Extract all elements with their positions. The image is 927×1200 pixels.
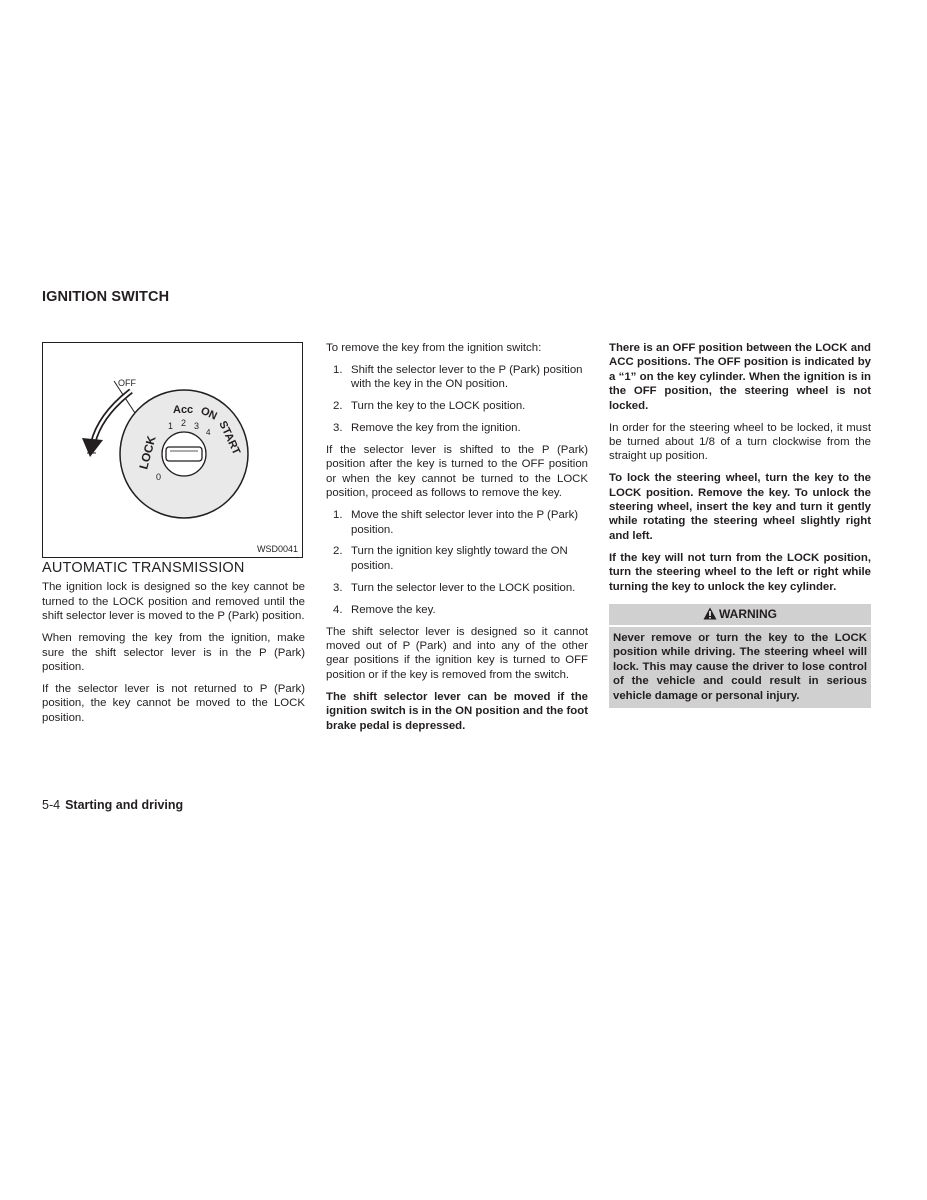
label-lock: LOCK	[136, 434, 159, 471]
paragraph: If the selector lever is not returned to P (Park) position, the key cannot be moved to the LOCK position.	[42, 682, 305, 724]
paragraph: The shift selector lever is designed so it cannot moved out of P (Park) and into any of the other gear positions if the ignition key is turned to OFF position or if the key is removed from the switch.	[326, 625, 588, 681]
step-number: 1.	[333, 363, 343, 376]
step-text: Remove the key.	[351, 603, 436, 616]
list-item	[326, 421, 588, 435]
list-item	[326, 399, 588, 413]
list-item	[326, 363, 588, 392]
ignition-switch-diagram	[43, 343, 302, 557]
remove-key-steps	[326, 363, 588, 436]
label-pos-3: 3	[194, 421, 200, 431]
step-text: Shift the selector lever to the P (Park) position with the key in the ON position.	[351, 363, 583, 391]
step-number: 4.	[333, 603, 343, 616]
page-number: 5-4	[42, 798, 61, 812]
paragraph: When removing the key from the ignition, make sure the shift selector lever is in the P (Park) position.	[42, 632, 305, 673]
warning-box	[609, 604, 871, 708]
step-number: 3.	[333, 422, 343, 435]
step-number: 1.	[333, 509, 343, 522]
label-pos-2: 2	[181, 418, 187, 428]
bold-paragraph: If the key will not turn from the LOCK position, turn the steering wheel to the left or right while turning the key to unlock the key cylinder.	[609, 551, 871, 593]
list-item	[326, 508, 588, 537]
column-2	[326, 341, 588, 740]
alternate-steps	[326, 508, 588, 617]
paragraph: The ignition lock is designed so the key cannot be turned to the LOCK position and removed until the shift selector lever is moved to the P (Park) position.	[42, 581, 305, 623]
step-number: 3.	[333, 581, 343, 594]
automatic-transmission-heading: AUTOMATIC TRANSMISSION	[42, 560, 245, 576]
chapter-title: Starting and driving	[65, 798, 184, 812]
bold-paragraph: The shift selector lever can be moved if the ignition switch is in the ON position and the foot brake pedal is depressed.	[326, 690, 588, 732]
figure-code: WSD0041	[256, 543, 298, 554]
ignition-switch-figure	[42, 342, 303, 558]
paragraph: In order for the steering wheel to be locked, it must be turned about 1/8 of a turn clockwise from the straight up position.	[609, 421, 871, 463]
paragraph: To remove the key from the ignition switch:	[326, 342, 542, 354]
step-number: 2.	[333, 400, 343, 413]
step-text: Turn the selector lever to the LOCK position.	[351, 581, 576, 594]
paragraph: If the selector lever is shifted to the P (Park) position after the key is turned to the OFF position or when the key cannot be turned to the LOCK position, proceed as follows to remove the key.	[326, 444, 588, 500]
page-footer	[42, 798, 183, 812]
column-1	[42, 342, 305, 733]
label-off: OFF	[118, 378, 136, 388]
bold-paragraph: There is an OFF position between the LOCK and ACC positions. The OFF position is indicated by a “1” on the key cylinder. When the ignition is in the OFF position, the steering wheel is not locked.	[609, 342, 871, 412]
step-number: 2.	[333, 545, 343, 558]
turn-arrow-head	[82, 438, 103, 457]
warning-title: WARNING	[719, 607, 777, 621]
warning-text: Never remove or turn the key to the LOCK position while driving. The steering wheel will lock. This may cause the driver to lose control of the vehicle and could result in serious vehicle damage or personal injury.	[613, 632, 867, 702]
step-text: Turn the key to the LOCK position.	[351, 400, 526, 413]
label-on: ON	[198, 404, 219, 423]
step-text: Turn the ignition key slightly toward the ON position.	[351, 545, 568, 572]
step-text: Remove the key from the ignition.	[351, 422, 521, 435]
bold-paragraph: To lock the steering wheel, turn the key to the LOCK position. Remove the key. To unlock the steering wheel, insert the key and turn it gently while rotating the steering wheel slightly right and left.	[609, 472, 871, 542]
list-item	[326, 603, 588, 617]
warning-triangle-icon	[703, 607, 717, 620]
column-3	[609, 341, 871, 708]
label-pos-0: 0	[156, 472, 162, 482]
list-item	[326, 544, 588, 573]
step-text: Move the shift selector lever into the P (Park) position.	[351, 509, 579, 536]
label-pos-1: 1	[168, 421, 174, 431]
label-pos-4: 4	[206, 428, 211, 437]
label-start: START	[216, 419, 243, 457]
key-slot	[166, 447, 202, 461]
warning-header	[609, 604, 871, 627]
section-title: IGNITION SWITCH	[42, 289, 170, 305]
list-item	[326, 581, 588, 595]
label-acc: Acc	[173, 404, 194, 416]
